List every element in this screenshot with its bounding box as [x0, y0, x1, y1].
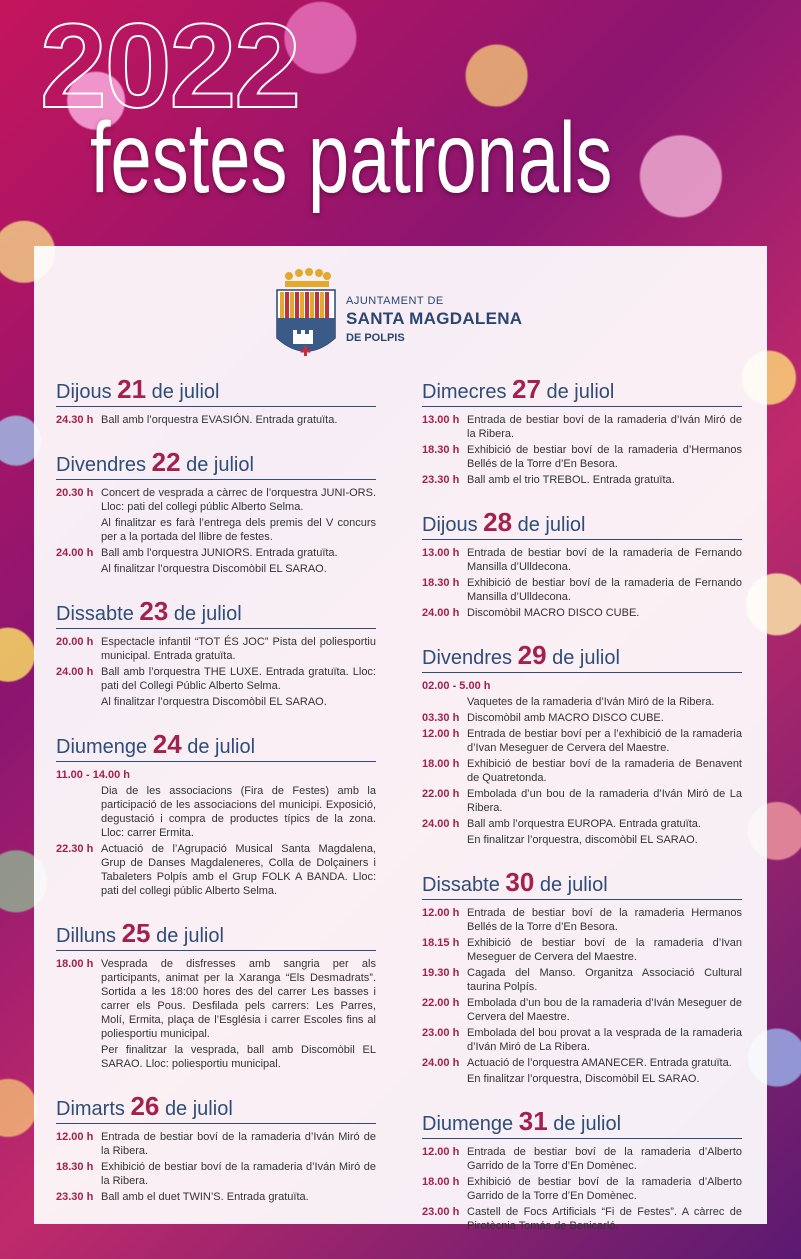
event-row — [422, 727, 742, 755]
event-row — [56, 413, 376, 427]
day-heading — [56, 918, 376, 951]
day-heading — [422, 867, 742, 900]
event-description: Actuació de l’orquestra AMANECER. Entrada gratuïta. — [467, 1057, 732, 1069]
event-description: Embolada del bou provat a la vesprada de la ramaderia d’Iván Miró de La Ribera. — [467, 1027, 742, 1053]
event-time: 19.30 h — [422, 967, 460, 979]
event-description: Entrada de bestiar boví per a l’exhibició de la ramaderia d’Ivan Meseguer de Cervera del Maestre. — [467, 728, 742, 754]
town-logo — [275, 268, 575, 364]
day-month: de juliol — [552, 647, 620, 669]
event-time: 23.30 h — [56, 1191, 94, 1203]
event-row — [422, 906, 742, 934]
day-heading — [422, 374, 742, 407]
event-description: Cagada del Manso. Organitza Associació Cultural taurina Polpís. — [467, 967, 742, 993]
day-heading — [422, 640, 742, 673]
event-time: 11.00 - 14.00 h — [56, 769, 130, 781]
poster-title: festes patronals — [90, 102, 613, 214]
logo-text — [346, 295, 522, 344]
day-section — [56, 918, 376, 1071]
event-description: Actuació de l’Agrupació Musical Santa Magdalena, Grup de Danses Magdaleneres, Colla de Dolçainers i Tabaleters Polpís amb el Grup FOLK A BANDA. Lloc: pati del collegi públic Alberto Selma. — [101, 843, 376, 897]
event-row — [422, 413, 742, 441]
event-time: 18.00 h — [56, 958, 94, 970]
event-time: 12.00 h — [422, 907, 460, 919]
day-weekday: Dijous — [422, 514, 478, 536]
day-section — [56, 447, 376, 576]
day-number: 26 — [130, 1091, 160, 1121]
event-time: 12.00 h — [422, 728, 460, 740]
event-description: Entrada de bestiar boví de la ramaderia de Fernando Mansilla d’Ulldecona. — [467, 547, 742, 573]
event-description: Ball amb l’orquestra JUNIORS. Entrada gratuïta. — [101, 547, 338, 559]
day-heading — [422, 507, 742, 540]
event-row — [422, 1056, 742, 1070]
event-time: 18.00 h — [422, 1176, 460, 1188]
event-time: 13.00 h — [422, 547, 460, 559]
day-month: de juliol — [151, 381, 220, 403]
event-time: 13.00 h — [422, 414, 460, 426]
day-number: 28 — [483, 507, 513, 537]
event-description: Entrada de bestiar boví de la ramaderia d’Iván Miró de la Ribera. — [467, 414, 742, 440]
event-row — [422, 473, 742, 487]
event-description: Concert de vesprada a càrrec de l’orquestra JUNI-ORS. Lloc: pati del collegi públic Alberto Selma. — [101, 487, 376, 513]
event-note: Al finalitzar l’orquestra Discomòbil EL SARAO. — [101, 696, 327, 708]
event-description: Exhibició de bestiar boví de la ramaderia d’Hermanos Bellés de la Torre d’En Besora. — [467, 444, 742, 470]
event-note: En finalitzar l’orquestra, discomòbil EL SARAO. — [467, 834, 698, 846]
event-description: Entrada de bestiar boví de la ramaderia d’Alberto Garrido de la Torre d’En Domènec. — [467, 1146, 742, 1172]
day-heading — [56, 374, 376, 407]
day-month: de juliol — [187, 736, 256, 758]
day-weekday: Diumenge — [56, 736, 148, 758]
day-section — [56, 596, 376, 709]
event-description: Espectacle infantil “TOT ÉS JOC” Pista del poliesportiu municipal. Entrada gratuïta. — [101, 636, 376, 662]
day-section — [422, 867, 742, 1086]
event-description: Exhibició de bestiar boví de la ramaderia d’Iván Miró de la Ribera. — [101, 1161, 376, 1187]
event-time: 18.30 h — [422, 577, 460, 589]
event-row — [56, 842, 376, 898]
event-description: Discomòbil amb MACRO DISCO CUBE. — [467, 712, 664, 724]
event-row — [56, 486, 376, 514]
event-time: 20.00 h — [56, 636, 94, 648]
day-section — [422, 1106, 742, 1233]
day-weekday: Dilluns — [56, 925, 117, 947]
day-weekday: Dissabte — [422, 874, 500, 896]
event-time: 03.30 h — [422, 712, 460, 724]
day-section — [56, 729, 376, 898]
event-time: 18.00 h — [422, 758, 460, 770]
coat-of-arms-icon — [275, 268, 337, 364]
event-row — [56, 768, 376, 782]
schedule-column-left — [56, 374, 376, 1224]
event-time: 20.30 h — [56, 487, 94, 499]
event-time: 24.00 h — [422, 607, 460, 619]
event-note: Al finalitzar es farà l’entrega dels premis del V concurs per a la portada del llibre de festes. — [101, 517, 376, 543]
day-heading — [56, 596, 376, 629]
year-heading: 2022 — [40, 0, 299, 133]
event-description: Ball amb l’orquestra EVASIÓN. Entrada gratuïta. — [101, 414, 338, 426]
day-weekday: Dissabte — [56, 603, 134, 625]
event-row — [56, 1190, 376, 1204]
day-month: de juliol — [164, 1098, 233, 1120]
program-panel — [34, 246, 767, 1232]
day-month: de juliol — [186, 454, 254, 476]
event-description: Exhibició de bestiar boví de la ramaderia d’Ivan Meseguer de Cervera del Maestre. — [467, 937, 742, 963]
event-row — [56, 665, 376, 693]
event-row — [56, 1130, 376, 1158]
logo-line-3: DE POLPIS — [346, 332, 405, 344]
event-row — [422, 546, 742, 574]
event-description: Entrada de bestiar boví de la ramaderia Hermanos Bellés de la Torre d’En Besora. — [467, 907, 742, 933]
event-note: Al finalitzar l’orquestra Discomòbil EL SARAO. — [101, 563, 327, 575]
day-section — [422, 374, 742, 487]
event-row — [422, 1175, 742, 1203]
event-row — [422, 679, 742, 693]
day-number: 27 — [512, 374, 541, 404]
day-section — [56, 374, 376, 427]
day-month: de juliol — [173, 603, 242, 625]
event-row — [422, 1026, 742, 1054]
event-row — [56, 957, 376, 1041]
event-row — [56, 546, 376, 560]
event-time: 02.00 - 5.00 h — [422, 680, 491, 692]
day-number: 29 — [517, 640, 547, 670]
day-section — [422, 507, 742, 620]
event-note: Dia de les associacions (Fira de Festes) amb la participació de les associacions del municipi. Exposició, degustació i compra de productes típics de la zona. Lloc: carrer Ermita. — [101, 785, 376, 839]
event-row — [422, 966, 742, 994]
event-time: 24.00 h — [422, 818, 460, 830]
day-month: de juliol — [156, 925, 224, 947]
day-heading — [56, 729, 376, 762]
event-time: 18.15 h — [422, 937, 460, 949]
day-heading — [56, 1091, 376, 1124]
day-weekday: Diumenge — [422, 1113, 514, 1135]
event-row — [422, 817, 742, 831]
event-description: Entrada de bestiar boví de la ramaderia d’Iván Miró de la Ribera. — [101, 1131, 376, 1157]
event-time: 12.00 h — [422, 1146, 460, 1158]
day-number: 21 — [117, 374, 147, 404]
event-row — [56, 635, 376, 663]
event-time: 24.30 h — [56, 414, 94, 426]
day-number: 31 — [518, 1106, 548, 1136]
event-row — [56, 1160, 376, 1188]
event-time: 18.30 h — [56, 1161, 94, 1173]
day-weekday: Dimarts — [56, 1098, 125, 1120]
day-month: de juliol — [539, 874, 608, 896]
event-time: 22.00 h — [422, 788, 460, 800]
event-time: 23.00 h — [422, 1206, 460, 1218]
event-time: 23.00 h — [422, 1027, 460, 1039]
event-row — [422, 787, 742, 815]
event-description: Exhibició de bestiar boví de la ramaderia de Fernando Mansilla d’Ulldecona. — [467, 577, 742, 603]
event-row — [422, 711, 742, 725]
event-time: 18.30 h — [422, 444, 460, 456]
event-description: Embolada d’un bou de la ramaderia d’Iván Meseguer de Cervera del Maestre. — [467, 997, 742, 1023]
day-month: de juliol — [553, 1113, 622, 1135]
event-row — [422, 1145, 742, 1173]
event-description: Vesprada de disfresses amb sangria per als participants, animat per la Xaranga “Els Desmadrats”. Sortida a les 18:00 hores des del carrer Les basses i carrer els Pous. Desfilada pels carrers: Les Parres, Molí, Ermita, plaça de l’Església i carrer Escoles fins al poliesportiu municipal. — [101, 958, 376, 1040]
event-description: Ball amb l’orquestra EUROPA. Entrada gratuïta. — [467, 818, 701, 830]
event-row — [422, 996, 742, 1024]
event-note: Vaquetes de la ramaderia d’Iván Miró de la Ribera. — [467, 696, 715, 708]
day-number: 24 — [152, 729, 182, 759]
day-weekday: Dijous — [56, 381, 112, 403]
event-time: 24.00 h — [56, 547, 94, 559]
event-row — [422, 606, 742, 620]
day-weekday: Divendres — [56, 454, 147, 476]
day-number: 25 — [121, 918, 151, 948]
day-number: 22 — [151, 447, 181, 477]
logo-line-2: SANTA MAGDALENA — [346, 309, 523, 328]
event-time: 22.00 h — [422, 997, 460, 1009]
event-time: 24.00 h — [56, 666, 94, 678]
day-heading — [422, 1106, 742, 1139]
event-description: Ball amb l’orquestra THE LUXE. Entrada gratuïta. Lloc: pati del Collegi Públic Alberto Selma. — [101, 666, 376, 692]
event-row — [422, 576, 742, 604]
day-month: de juliol — [517, 514, 586, 536]
day-month: de juliol — [546, 381, 615, 403]
event-description: Ball amb el trio TREBOL. Entrada gratuïta. — [467, 474, 675, 486]
event-description: Discomòbil MACRO DISCO CUBE. — [467, 607, 640, 619]
event-description: Embolada d’un bou de la ramaderia d’Iván Miró de La Ribera. — [467, 788, 742, 814]
event-description: Exhibició de bestiar boví de la ramaderia de Benavent de Quatretonda. — [467, 758, 742, 784]
day-number: 30 — [505, 867, 535, 897]
day-section — [422, 640, 742, 847]
event-row — [422, 757, 742, 785]
day-heading — [56, 447, 376, 480]
event-row — [422, 1205, 742, 1233]
event-description: Ball amb el duet TWIN’S. Entrada gratuïta. — [101, 1191, 309, 1203]
event-row — [422, 936, 742, 964]
event-note: En finalitzar l’orquestra, Discomòbil EL SARAO. — [467, 1073, 700, 1085]
event-time: 23.30 h — [422, 474, 460, 486]
day-section — [56, 1091, 376, 1204]
event-description: Castell de Focs Artificials “Fi de Festes”. A càrrec de Pirotècnia Tomás de Benicarló. — [467, 1206, 742, 1232]
event-time: 12.00 h — [56, 1131, 94, 1143]
event-note: Per finalitzar la vesprada, ball amb Discomòbil EL SARAO. Lloc: poliesportiu municipal. — [101, 1044, 376, 1070]
event-time: 24.00 h — [422, 1057, 460, 1069]
day-weekday: Divendres — [422, 647, 513, 669]
day-number: 23 — [139, 596, 169, 626]
logo-line-1: AJUNTAMENT DE — [346, 295, 444, 307]
schedule-column-right — [422, 374, 742, 1253]
event-description: Exhibició de bestiar boví de la ramaderia d’Alberto Garrido de la Torre d’En Domènec. — [467, 1176, 742, 1202]
day-weekday: Dimecres — [422, 381, 507, 403]
event-row — [422, 443, 742, 471]
event-time: 22.30 h — [56, 843, 94, 855]
